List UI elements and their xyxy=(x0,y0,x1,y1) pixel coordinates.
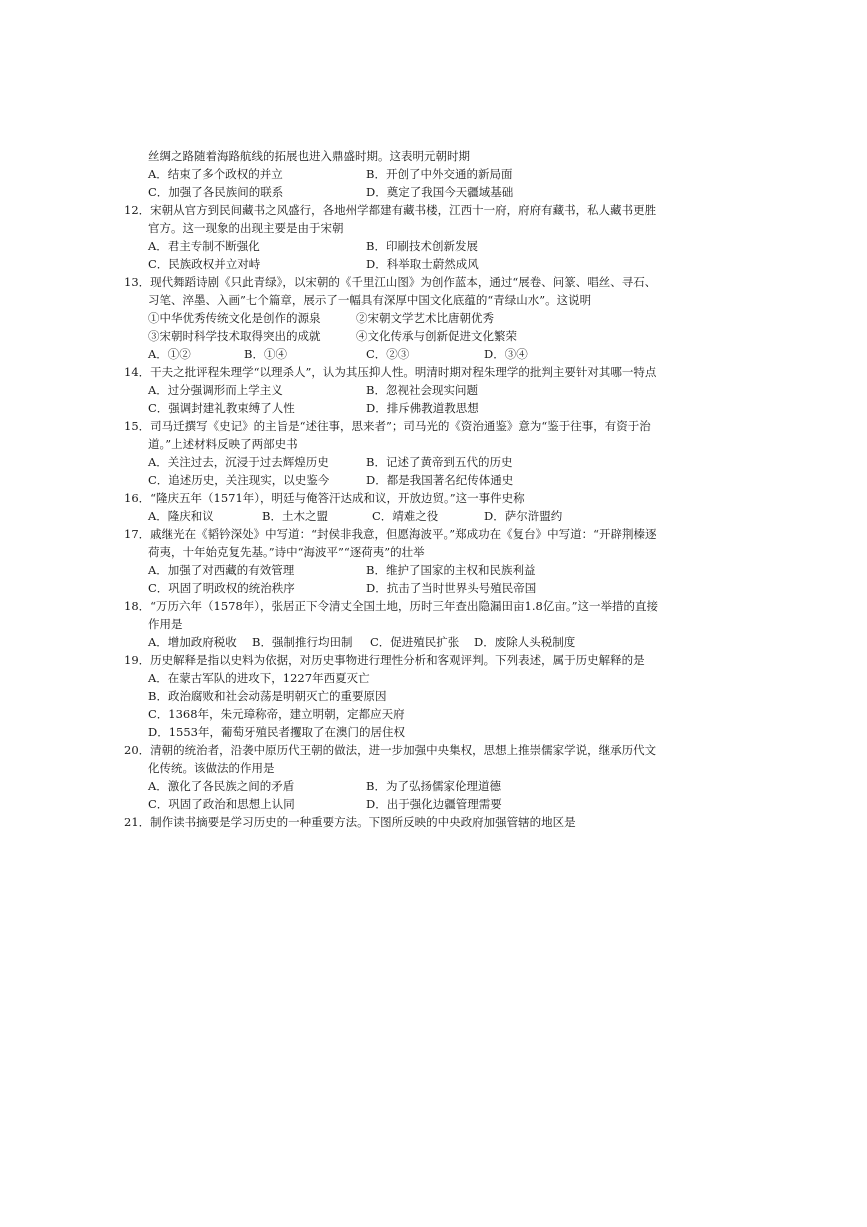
q15-stem: 15．司马迁撰写《史记》的主旨是“述往事，思来者”；司马光的《资治通鉴》意为“鉴于往事，有资于治 xyxy=(124,419,651,433)
q17-option-d: D．抗击了当时世界头号殖民帝国 xyxy=(366,581,537,595)
q13-stem: 13．现代舞蹈诗剧《只此青绿》，以宋朝的《千里江山图》为创作蓝本，通过“展卷、问篆、唱丝、寻石、 xyxy=(124,275,657,289)
q13-option-d: D．③④ xyxy=(484,347,528,361)
q19-option-a: A．在蒙古军队的进攻下，1227年西夏灭亡 xyxy=(148,671,370,685)
q17-stem-cont: 荷夷，十年始克复先基。”诗中“海波平”“逐荷夷”的壮举 xyxy=(148,545,425,559)
q18-stem: 18．“万历六年（1578年），张居正下令清丈全国土地，历时三年查出隐漏田亩1.8亿亩。”这一举措的直接 xyxy=(124,599,658,613)
q16-option-a: A．隆庆和议 xyxy=(148,509,214,523)
q17-option-c: C．巩固了明政权的统治秩序 xyxy=(148,581,295,595)
q19-option-d: D．1553年，葡萄牙殖民者攫取了在澳门的居住权 xyxy=(148,725,405,739)
q19-option-c: C．1368年，朱元璋称帝，建立明朝，定都应天府 xyxy=(148,707,405,721)
q19-stem: 19．历史解释是指以史料为依据，对历史事物进行理性分析和客观评判。下列表述，属于历史解释的是 xyxy=(124,653,645,667)
q12-option-a: A．君主专制不断强化 xyxy=(148,239,260,253)
q20-option-d: D．出于强化边疆管理需要 xyxy=(366,797,502,811)
q13-item-3: ③宋朝时科学技术取得突出的成就 xyxy=(148,329,321,343)
q17-option-b: B．维护了国家的主权和民族利益 xyxy=(366,563,536,577)
q12-stem: 12．宋朝从官方到民间藏书之风盛行，各地州学都建有藏书楼，江西十一府，府府有藏书，私人藏书更胜 xyxy=(124,203,657,217)
q11-option-b: B．开创了中外交通的新局面 xyxy=(366,167,513,181)
q13-item-1: ①中华优秀传统文化是创作的源泉 xyxy=(148,311,321,325)
q20-stem: 20．清朝的统治者，沿袭中原历代王朝的做法，进一步加强中央集权，思想上推崇儒家学说，继承历代文 xyxy=(124,743,657,757)
q20-option-a: A．激化了各民族之间的矛盾 xyxy=(148,779,295,793)
q15-option-b: B．记述了黄帝到五代的历史 xyxy=(366,455,513,469)
q20-option-b: B．为了弘扬儒家伦理道德 xyxy=(366,779,501,793)
q19-option-b: B．政治腐败和社会动荡是明朝灭亡的重要原因 xyxy=(148,689,387,703)
q15-option-a: A．关注过去，沉浸于过去辉煌历史 xyxy=(148,455,329,469)
q12-option-b: B．印刷技术创新发展 xyxy=(366,239,478,253)
q20-option-c: C．巩固了政治和思想上认同 xyxy=(148,797,295,811)
q13-option-b: B．①④ xyxy=(244,347,287,361)
q14-option-b: B．忽视社会现实问题 xyxy=(366,383,478,397)
q20-stem-cont: 化传统。该做法的作用是 xyxy=(148,761,275,775)
q11-option-d: D．奠定了我国今天疆域基础 xyxy=(366,185,514,199)
q12-option-c: C．民族政权并立对峙 xyxy=(148,257,261,271)
q13-option-a: A．①② xyxy=(148,347,191,361)
q14-option-d: D．排斥佛教道教思想 xyxy=(366,401,479,415)
q16-option-d: D．萨尔浒盟约 xyxy=(484,509,563,523)
q18-option-c: C．促进殖民扩张 xyxy=(370,635,460,649)
q15-option-d: D．都是我国著名纪传体通史 xyxy=(366,473,514,487)
q21-stem: 21．制作读书摘要是学习历史的一种重要方法。下图所反映的中央政府加强管辖的地区是 xyxy=(124,815,576,829)
q11-stem-end: 丝绸之路随着海路航线的拓展也进入鼎盛时期。这表明元朝时期 xyxy=(148,149,470,163)
q18-stem-cont: 作用是 xyxy=(148,617,183,631)
q18-option-d: D．废除人头税制度 xyxy=(474,635,576,649)
q12-option-d: D．科举取士蔚然成风 xyxy=(366,257,479,271)
q16-stem: 16．“隆庆五年（1571年），明廷与俺答汗达成和议，开放边贸。”这一事件史称 xyxy=(124,491,525,505)
q13-option-c: C．②③ xyxy=(366,347,410,361)
q16-option-c: C．靖难之役 xyxy=(372,509,439,523)
q16-option-b: B．土木之盟 xyxy=(262,509,328,523)
q15-option-c: C．追述历史，关注现实，以史鉴今 xyxy=(148,473,330,487)
q13-item-2: ②宋朝文学艺术比唐朝优秀 xyxy=(356,311,494,325)
q13-item-4: ④文化传承与创新促进文化繁荣 xyxy=(356,329,517,343)
q18-option-a: A．增加政府税收 xyxy=(148,635,237,649)
q15-stem-cont: 道。”上述材料反映了两部史书 xyxy=(148,437,298,451)
q13-stem-cont: 习笔、淬墨、入画”七个篇章，展示了一幅具有深厚中国文化底蕴的“青绿山水”。这说明 xyxy=(148,293,592,307)
q14-option-a: A．过分强调形而上学主义 xyxy=(148,383,283,397)
q17-option-a: A．加强了对西藏的有效管理 xyxy=(148,563,295,577)
q14-stem: 14．干夫之批评程朱理学“以理杀人”，认为其压抑人性。明清时期对程朱理学的批判主要针对其哪一特点 xyxy=(124,365,657,379)
q17-stem: 17．戚继光在《韬钤深处》中写道：“封侯非我意，但愿海波平。”郑成功在《复台》中写道：“开辟荆榛逐 xyxy=(124,527,657,541)
q14-option-c: C．强调封建礼教束缚了人性 xyxy=(148,401,295,415)
q12-stem-cont: 官方。这一现象的出现主要是由于宋朝 xyxy=(148,221,344,235)
q11-option-a: A．结束了多个政权的并立 xyxy=(148,167,283,181)
q11-option-c: C．加强了各民族间的联系 xyxy=(148,185,284,199)
q18-option-b: B．强制推行均田制 xyxy=(252,635,353,649)
